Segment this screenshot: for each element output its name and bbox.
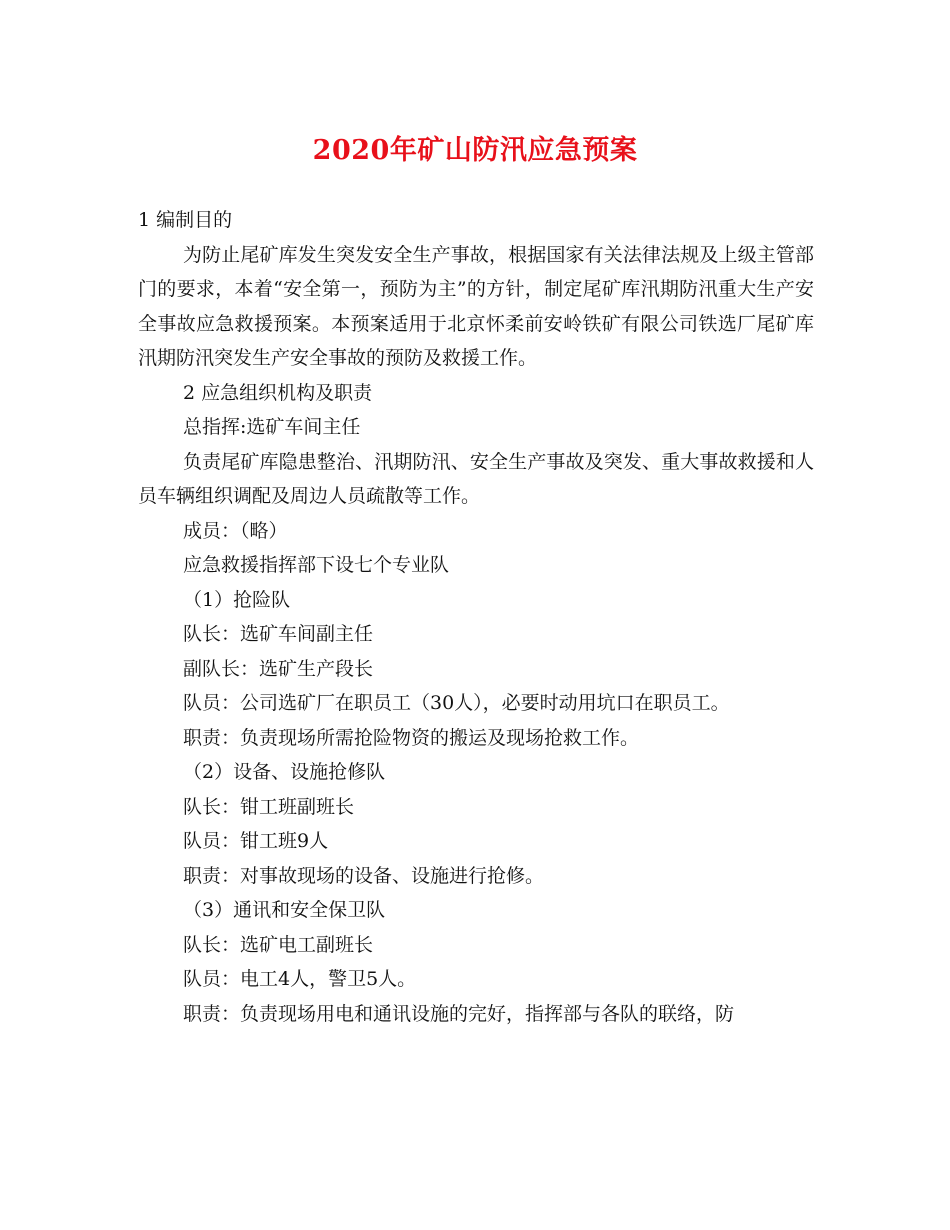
section-heading-1: 1 编制目的: [138, 209, 233, 231]
team-3-members: 队员：电工4人，警卫5人。: [183, 968, 417, 990]
team-3-heading: （3）通讯和安全保卫队: [183, 899, 386, 921]
team-3-duty: 职责：负责现场用电和通讯设施的完好，指挥部与各队的联络，防: [183, 1002, 735, 1025]
paragraph-purpose: 为防止尾矿库发生突发安全生产事故，根据国家有关法律法规及上级主管部门的要求，本着“安全第一，预防为主”的方针，制定尾矿库汛期防汛重大生产安全事故应急救援预案。本预案适用于北京怀柔前安岭铁矿有限公司铁选厂尾矿库汛期防汛突发生产安全事故的预防及救援工作。: [138, 243, 814, 369]
team-1-members: 队员：公司选矿厂在职员工（30人），必要时动用坑口在职员工。: [183, 692, 730, 714]
teams-intro-line: 应急救援指挥部下设七个专业队: [183, 554, 450, 576]
document-body: [138, 203, 814, 1031]
team-1-heading: （1）抢险队: [183, 588, 291, 611]
team-1-duty: 职责：负责现场所需抢险物资的搬运及现场抢救工作。: [183, 726, 640, 749]
team-2-members: 队员：钳工班9人: [183, 830, 329, 852]
section-heading-2: 2 应急组织机构及职责: [183, 381, 373, 404]
team-1-deputy: 副队长：选矿生产段长: [183, 657, 374, 680]
team-1-leader: 队长：选矿车间副主任: [183, 623, 374, 645]
paragraph-commander-duty: 负责尾矿库隐患整治、汛期防汛、安全生产事故及突发、重大事故救援和人员车辆组织调配及周边人员疏散等工作。: [138, 450, 814, 507]
members-line: 成员：（略）: [183, 519, 288, 542]
team-2-heading: （2）设备、设施抢修队: [183, 761, 386, 783]
document-title: 2020年矿山防汛应急预案: [312, 135, 638, 166]
commander-line: 总指挥:选矿车间主任: [183, 416, 361, 438]
team-2-duty: 职责：对事故现场的设备、设施进行抢修。: [183, 864, 545, 887]
team-3-leader: 队长：选矿电工副班长: [183, 933, 374, 956]
team-2-leader: 队长：钳工班副班长: [183, 795, 355, 818]
